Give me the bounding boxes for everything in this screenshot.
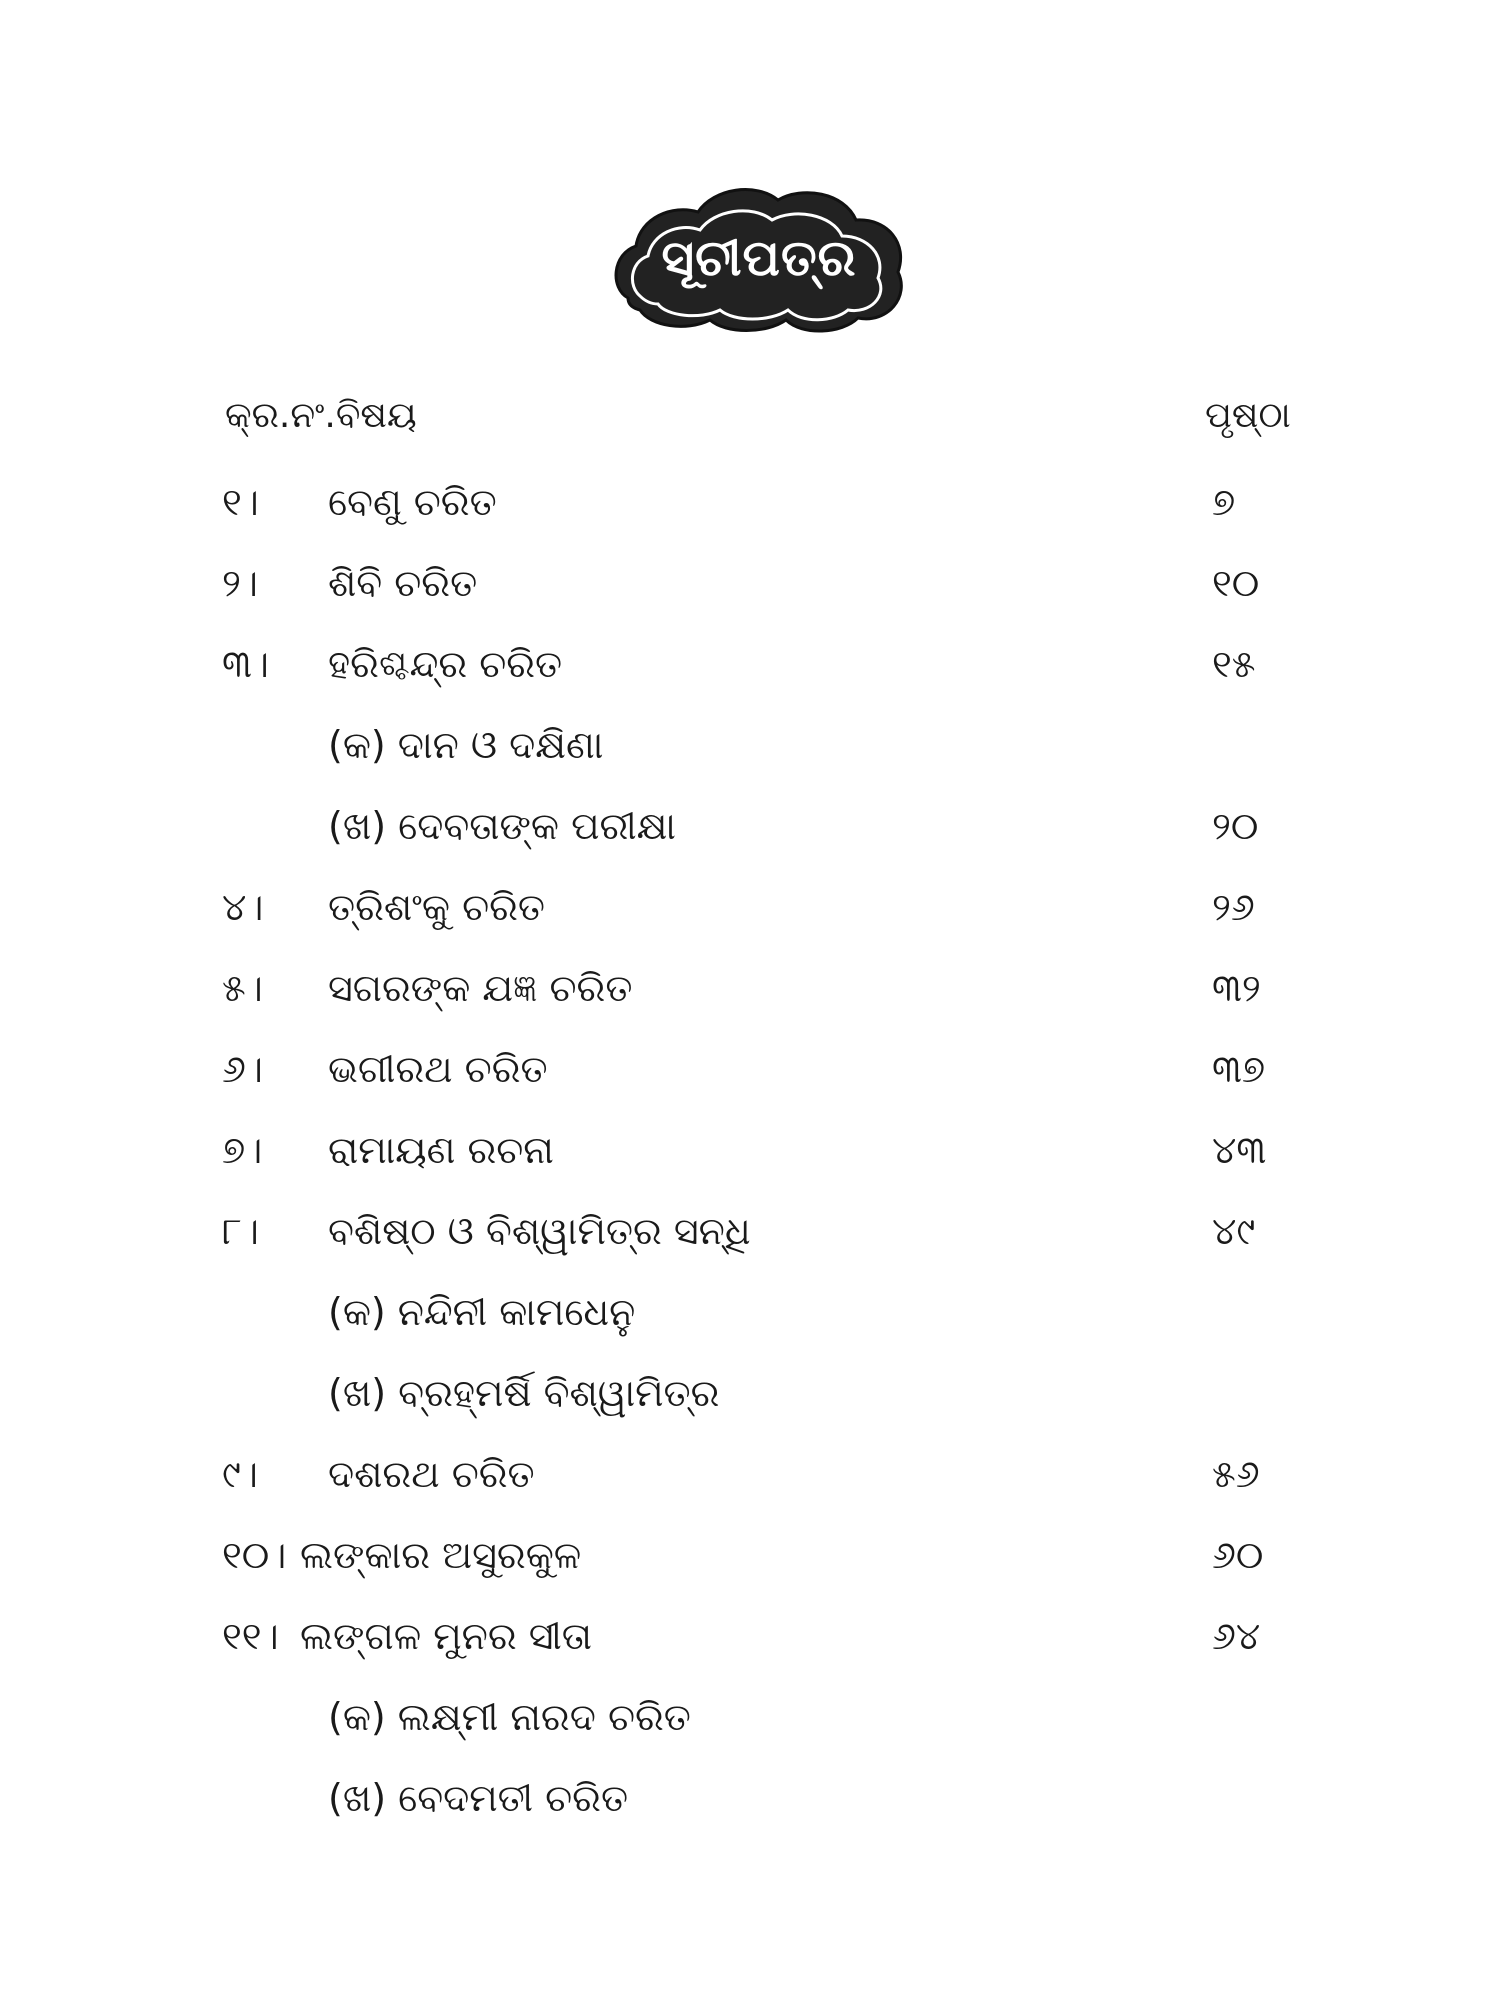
toc-subrow — [0, 1363, 1500, 1444]
page-title: ସୂଚୀପତ୍ର — [661, 228, 857, 287]
entry-number: ୯। — [222, 1452, 258, 1496]
entry-title: ଭଗୀରଥ ଚରିତ — [328, 1047, 548, 1091]
entry-number: ୬। — [222, 1047, 263, 1091]
entry-page: ୩୨ — [1212, 966, 1261, 1010]
entry-page: ୭ — [1212, 480, 1236, 524]
toc-row — [0, 958, 1500, 1039]
entry-number: ୪। — [222, 885, 264, 929]
toc-row — [0, 1201, 1500, 1282]
entry-page: ୫୬ — [1212, 1452, 1260, 1496]
toc-row — [0, 472, 1500, 553]
table-of-contents — [0, 472, 1500, 1849]
toc-subrow — [0, 715, 1500, 796]
entry-title: ଶିବି ଚରିତ — [328, 561, 478, 605]
entry-page: ୧୫ — [1212, 642, 1256, 686]
entry-title: ତ୍ରିଶଂକୁ ଚରିତ — [328, 885, 546, 929]
entry-page: ୨୬ — [1212, 885, 1255, 929]
entry-title: ଲଙ୍ଗଳ ମୁନର ସୀତା — [300, 1614, 592, 1658]
entry-title: (କ) ଲକ୍ଷ୍ମୀ ନାରଦ ଚରିତ — [328, 1695, 691, 1739]
entry-page: ୩୭ — [1212, 1047, 1266, 1091]
entry-title: (ଖ) ବ୍ରହ୍ମର୍ଷି ବିଶ୍ୱାମିତ୍ର — [328, 1371, 720, 1415]
entry-page: ୪୩ — [1212, 1128, 1267, 1172]
entry-title: ଦଶରଥ ଚରିତ — [328, 1452, 535, 1496]
entry-number: ୧। — [222, 480, 259, 524]
toc-row — [0, 1120, 1500, 1201]
entry-page: ୨୦ — [1212, 804, 1259, 848]
entry-title: ବଶିଷ୍ଠ ଓ ବିଶ୍ୱାମିତ୍ର ସନ୍ଧି — [328, 1209, 751, 1253]
entry-number: ୩। — [222, 642, 269, 686]
serial-subject-header: କ୍ର.ନଂ.ବିଷୟ — [225, 395, 417, 436]
entry-number: ୫। — [222, 966, 263, 1010]
entry-title: ସଗରଙ୍କ ଯଜ୍ଞ ଚରିତ — [328, 966, 633, 1010]
entry-title: ରାମାୟଣ ରଚନା — [328, 1128, 554, 1172]
entry-number: ୮। — [222, 1209, 259, 1253]
entry-page: ୬୦ — [1212, 1533, 1264, 1577]
entry-page: ୬୪ — [1212, 1614, 1261, 1658]
title-badge — [606, 178, 912, 338]
entry-title: (କ) ଦାନ ଓ ଦକ୍ଷିଣା — [328, 723, 604, 767]
toc-row — [0, 1444, 1500, 1525]
toc-row — [0, 553, 1500, 634]
entry-title: ବେଣୁ ଚରିତ — [328, 480, 497, 524]
toc-subrow — [0, 796, 1500, 877]
toc-subrow — [0, 1282, 1500, 1363]
column-header-row — [0, 395, 1500, 455]
page-header: ପୃଷ୍ଠା — [1205, 395, 1291, 436]
entry-number: ୨। — [222, 561, 259, 605]
entry-page: ୧୦ — [1212, 561, 1260, 605]
toc-row — [0, 877, 1500, 958]
toc-row — [0, 1525, 1500, 1606]
entry-number: ୭। — [222, 1128, 263, 1172]
toc-subrow — [0, 1768, 1500, 1849]
entry-title: (କ) ନନ୍ଦିନୀ କାମଧେନୁ — [328, 1290, 636, 1334]
entry-page: ୪୯ — [1212, 1209, 1256, 1253]
entry-title: ହରିଶ୍ଚନ୍ଦ୍ର ଚରିତ — [328, 642, 563, 686]
toc-row — [0, 1039, 1500, 1120]
entry-title: (ଖ) ବେଦମତୀ ଚରିତ — [328, 1776, 629, 1820]
entry-title: ଲଙ୍କାର ଅସୁରକୁଳ — [300, 1533, 582, 1577]
entry-number: ୧୦। — [222, 1533, 287, 1577]
toc-row — [0, 634, 1500, 715]
entry-number: ୧୧। — [222, 1614, 279, 1658]
toc-row — [0, 1606, 1500, 1687]
entry-title: (ଖ) ଦେବତାଙ୍କ ପରୀକ୍ଷା — [328, 804, 676, 848]
toc-subrow — [0, 1687, 1500, 1768]
